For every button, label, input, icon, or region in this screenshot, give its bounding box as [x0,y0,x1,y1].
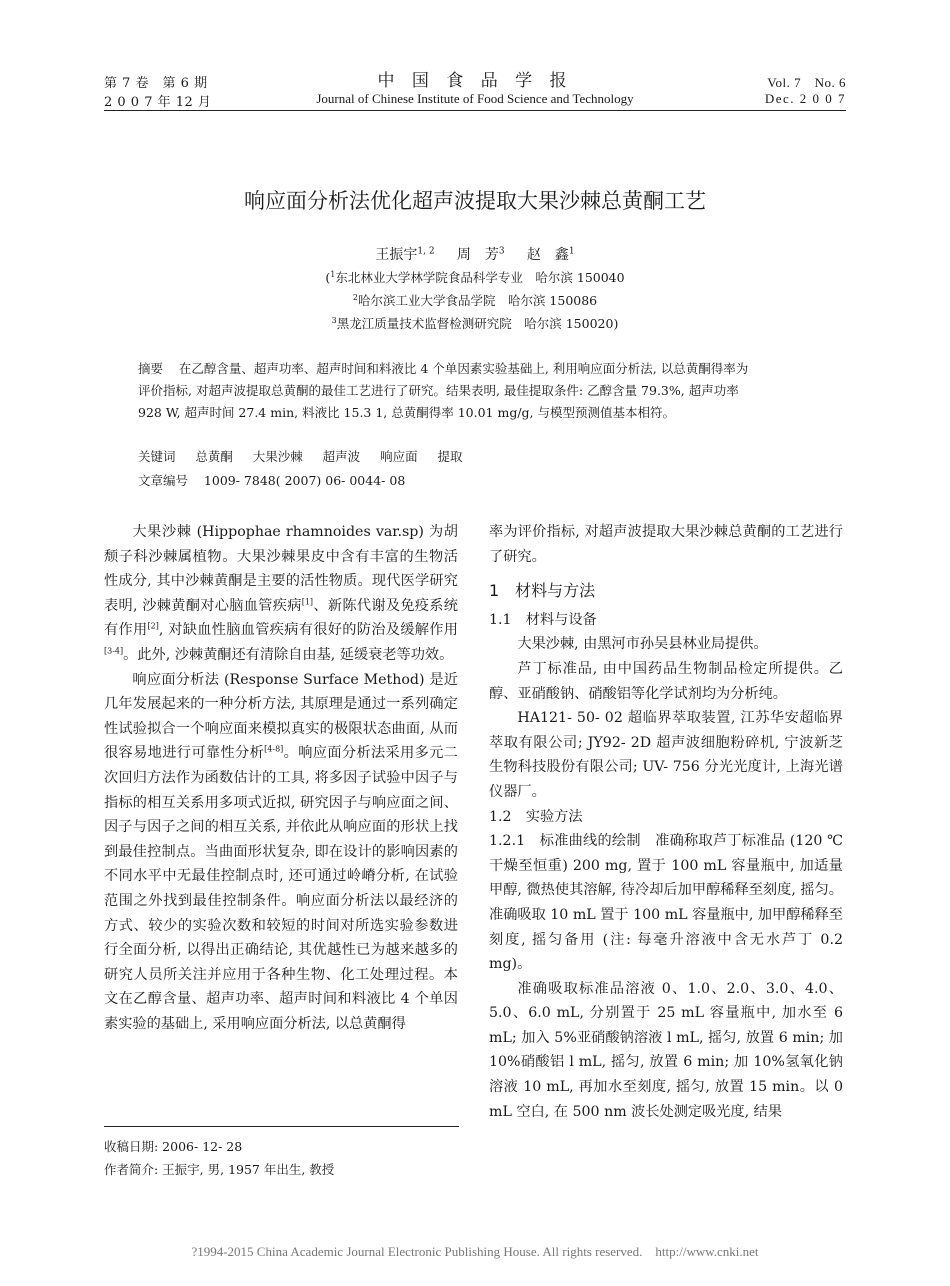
author-name: 周 芳 [456,247,499,263]
affiliation-paren: ( [325,270,331,285]
abstract [138,358,814,424]
header-date-cn: 2 0 0 7 年 12 月 [104,95,212,110]
materials-paragraph: 大果沙棘, 由黑河市孙吴县林业局提供。 [517,636,768,653]
paper-title: 响应面分析法优化超声波提取大果沙棘总黄酮工艺 [244,189,706,213]
author-list [0,244,950,264]
affiliation [0,291,950,309]
citation: [1] [301,597,314,607]
author-name: 赵 鑫 [526,247,569,263]
keyword: 大果沙棘 [252,449,303,464]
intro-paragraph-1 [104,520,458,668]
section-heading-1-1: 1.1 材料与设备 [489,611,597,628]
abstract-text: 在乙醇含量、超声功率、超声时间和料液比 4 个单因素实验基础上, 利用响应面分析法, 以总黄酮得率为 [178,361,749,376]
keyword: 超声波 [322,449,361,464]
standard-solution-paragraph: 准确吸取标准品溶液 0、1.0、2.0、3.0、4.0、5.0、6.0 mL, 分别置于 25 mL 容量瓶中, 加水至 6 mL; 加入 5%亚硝酸钠溶液 l mL, 摇匀, 放置 6 min; 加 10%硝酸铝 l mL, 摇匀, 放置 6 min; 加 10%氢氧化钠溶液 10 mL, 再加水至刻度, 摇匀, 放置 15 min。以 0 mL 空白, 在 500 nm 波长处测定吸光度, 结果 [489,980,843,1120]
section-heading-1: 1 材料与方法 [489,581,596,601]
text-run: 响应面分析法 (Response Surface Method) 是近几年发展起来的一种分析方法, 其原理是通过一系列确定性试验拟合一个响应面来模拟真实的极限状态曲面, 从而很容易地进行可靠性分析 [104,671,458,762]
affiliation-marker: 2 [352,292,358,302]
copyright-footer: ?1994-2015 China Academic Journal Electronic Publishing House. All rights reserved. http://www.cnki.net [191,1244,759,1259]
text-run: 大果沙棘 (Hippophae rhamnoides var.sp) 为胡颓子科沙棘属植物。大果沙棘果皮中含有丰富的生物活性成分, 其中沙棘黄酮是主要的活性物质。现代医学研究表明, 沙棘黄酮对心脑血管疾病 [104,524,458,614]
header-rule [104,110,846,111]
header-journal-en: Journal of Chinese Institute of Food Science and Technology [316,91,634,106]
footnote-rule [104,1126,459,1127]
article-number-value: 1009- 7848( 2007) 06- 0044- 08 [203,473,406,488]
article-number [138,471,405,489]
header-date-en: Dec. 2 0 0 7 [764,91,846,106]
intro-paragraph-2 [104,668,458,1037]
footnote-received: 收稿日期: 2006- 12- 28 [104,1139,243,1154]
abstract-label: 摘要 [138,361,164,376]
affiliation [0,314,950,332]
text-run: 。此外, 沙棘黄酮还有清除自由基, 延缓衰老等功效。 [123,646,454,663]
intro-paragraph-continued: 率为评价指标, 对超声波提取大果沙棘总黄酮的工艺进行了研究。 [489,524,843,565]
affiliation-marker: 3 [331,315,337,325]
keywords-label: 关键词 [138,449,176,464]
keyword: 响应面 [380,449,418,464]
citation: [3-4] [104,646,124,656]
article-number-label: 文章编号 [138,473,189,488]
affiliation-text: 东北林业大学林学院食品科学专业 哈尔滨 150040 [335,270,625,285]
affiliation-marker: 1 [330,269,336,279]
keywords [138,447,462,465]
affiliation-text: 哈尔滨工业大学食品学院 哈尔滨 150086 [357,293,598,308]
body-left-column [104,520,458,1036]
author-name: 王振宇 [375,247,418,263]
affiliation-text: 黑龙江质量技术监督检测研究院 哈尔滨 150020) [336,316,619,331]
affiliation [0,268,950,286]
abstract-line [138,358,814,380]
text-run: 。响应面分析法采用多元二次回归方法作为函数估计的工具, 将多因子试验中因子与指标的相互关系用多项式近拟, 研究因子与响应面之间、因子与因子之间的相互关系, 并依此从响应面的形状上找到最佳控制点。当曲面形状复杂, 即在设计的影响因素的不同水平中无最佳控制点时, 还可通过岭嵴分析, 在试验范围之外找到最佳控制条件。响应面分析法以最经济的方式、较少的实验次数和较短的时间对所选实验参数进行全面分析, 以得出正确结论, 其优越性已为越来越多的研究人员所关注并应用于各种生物、化工处理过程。本文在乙醇含量、超声功率、超声时间和料液比 4 个单因素实验的基础上, 采用响应面分析法, 以总黄酮得 [104,745,458,1032]
author-affil-marker: 3 [498,246,505,257]
rutin-paragraph: 芦丁标准品, 由中国药品生物制品检定所提供。乙醇、亚硝酸钠、硝酸铝等化学试剂均为分析纯。 [489,660,843,702]
abstract-line: 评价指标, 对超声波提取总黄酮的最佳工艺进行了研究。结果表明, 最佳提取条件: 乙醇含量 79.3%, 超声功率 [138,383,739,398]
citation: [2] [147,621,159,631]
author-affil-marker: 1 [568,246,575,257]
header-vol-issue-en: Vol. 7 No. 6 [767,75,846,90]
keyword: 提取 [437,449,463,464]
equipment-paragraph: HA121- 50- 02 超临界萃取装置, 江苏华安超临界萃取有限公司; JY92- 2D 超声波细胞粉碎机, 宁波新芝生物科技股份有限公司; UV- 756 分光光度计, 上海光谱仪器厂。 [489,710,843,800]
citation: [4-8] [264,744,284,754]
text-run: , 对缺血性脑血管疾病有很好的防治及缓解作用 [158,622,458,639]
header-vol-issue-cn: 第 7 卷 第 6 期 [104,76,208,91]
author-affil-marker: 1, 2 [417,246,435,257]
body-right-column [489,520,843,1124]
header-journal-cn: 中 国 食 品 学 报 [377,71,573,91]
abstract-line: 928 W, 超声时间 27.4 min, 料液比 15.3 1, 总黄酮得率 10.01 mg/g, 与模型预测值基本相符。 [138,405,675,420]
standard-curve-paragraph: 1.2.1 标准曲线的绘制 准确称取芦丁标准品 (120 ℃干燥至恒重) 200 mg, 置于 100 mL 容量瓶中, 加适量甲醇, 微热使其溶解, 待冷却后加甲醇稀释至刻度, 摇匀。准确吸取 10 mL 置于 100 mL 容量瓶中, 加甲醇稀释至刻度, 摇匀备用 (注: 每毫升溶液中含无水芦丁 0.2 mg)。 [489,833,843,973]
keyword: 总黄酮 [195,449,233,464]
footnote-author-info: 作者简介: 王振宇, 男, 1957 年出生, 教授 [104,1162,335,1177]
section-heading-1-2: 1.2 实验方法 [489,808,583,825]
text-run: 、新陈代谢及免疫系统有作用 [104,597,458,639]
